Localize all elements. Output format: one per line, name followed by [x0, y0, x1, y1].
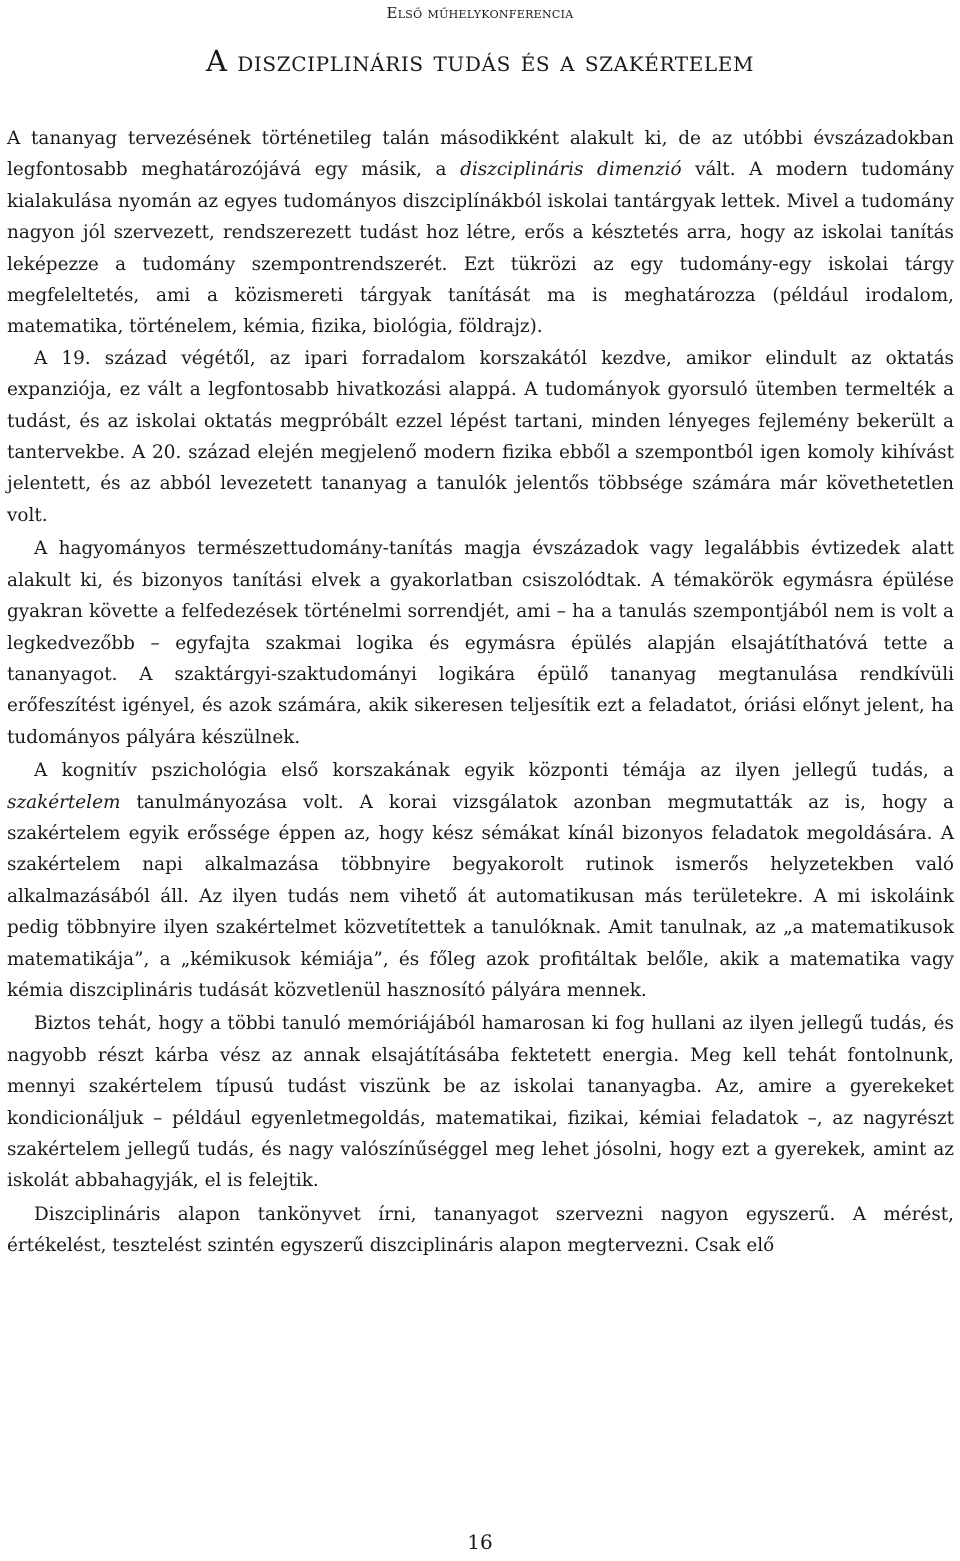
paragraph-4: A kognitív pszichológia első korszakának egyik központi témája az ilyen jellegű tudás, a szakértelem tanulmányozása volt. A korai vizsgálatok azonban megmutatták az is, hogy a szakértelem egyik erőssége éppen az, hogy kész sémákat kínál bizonyos feladatok megoldására. A szakértelem napi alkalmazása többnyire begyakorolt rutinok ismerős helyzetekben való alkalmazásából áll. Az ilyen tudás nem vihető át automatikusan más területekre. A mi iskoláink pedig többnyire ilyen szakértelmet közvetítettek a tanulóknak. Amit tanulnak, az „a matematikusok matematikája”, a „kémikusok kémiája”, és főleg azok profitáltak belőle, akik a matematika vagy kémia diszciplináris tudását közvetlenül hasznosító pályára mennek.: [7, 760, 954, 1001]
paragraph-5: Biztos tehát, hogy a többi tanuló memóriájából hamarosan ki fog hullani az ilyen jellegű tudás, és nagyobb részt kárba vész az annak elsajátításába fektetett energia. Meg kell tehát fontolnunk, mennyi szakértelem típusú tudást viszünk be az iskolai tananyagba. Az, amire a gyerekeket kondicionáljuk – például egyenletmegoldás, matematikai, fizikai, kémiai feladatok –, az nagyrészt szakértelem jellegű tudás, és nagy valószínűséggel meg lehet jósolni, hogy ezt a gyerekek, amint az iskolát abbahagyják, el is felejtik.: [7, 1013, 954, 1192]
emphasis-diszciplinaris-dimenzio: diszciplináris dimenzió: [460, 159, 682, 181]
body-text: [7, 123, 954, 1262]
paragraph-1: A tananyag tervezésének történetileg talán másodikként alakult ki, de az utóbbi évszázadokban legfontosabb meghatározójává egy másik, a diszciplináris dimenzió vált. A modern tudomány kialakulása nyomán az egyes tudományos diszciplínákból iskolai tantárgyak lettek. Mivel a tudomány nagyon jól szervezett, rendszerezett tudást hoz létre, erős a késztetés arra, hogy az iskolai tanítás leképezze a tudomány szempontrendszerét. Ezt tükrözi az egy tudomány-egy iskolai tárgy megfeleltetés, ami a közismereti tárgyak tanítását ma is meghatározza (például irodalom, matematika, történelem, kémia, fizika, biológia, földrajz).: [7, 128, 955, 338]
section-title: A diszciplináris tudás és a szakértelem: [205, 44, 755, 78]
running-head: Első műhelykonferencia: [386, 4, 574, 22]
paragraph-3: A hagyományos természettudomány-tanítás magja évszázadok vagy legalábbis évtizedek alatt alakult ki, és bizonyos tanítási elvek a gyakorlatban csiszolódtak. A témakörök egymásra épülése gyakran követte a felfedezések történelmi sorrendjét, ami – ha a tanulás szempontjából nem is volt a legkedvezőbb – egyfajta szakmai logika és egymásra épülés alapján elsajátíthatóvá tette a tananyagot. A szaktárgyi-szaktudományi logikára épülő tananyag megtanulása rendkívüli erőfeszítést igényel, és azok számára, akik sikeresen teljesítik ezt a feladatot, óriási előnyt jelent, ha tudományos pályára készülnek.: [7, 538, 954, 748]
page-number: 16: [467, 1530, 493, 1554]
paragraph-2: A 19. század végétől, az ipari forradalom korszakától kezdve, amikor elindult az oktatás expanziója, ez vált a legfontosabb hivatkozási alappá. A tudományok gyorsuló ütemben termelték a tudást, és az iskolai oktatás megpróbált ezzel lépést tartani, minden lényeges fejlemény bekerült a tantervekbe. A 20. század elején megjelenő modern fizika ebből a szempontból igen komoly kihívást jelentett, és az abból levezetett tananyag a tanulók jelentős többsége számára már követhetetlen volt.: [7, 347, 954, 526]
emphasis-szakertelem: szakértelem: [7, 791, 121, 813]
paragraph-6: Diszciplináris alapon tankönyvet írni, tananyagot szervezni nagyon egyszerű. A mérést, értékelést, tesztelést szintén egyszerű diszciplináris alapon megtervezni. Csak elő: [7, 1203, 954, 1257]
